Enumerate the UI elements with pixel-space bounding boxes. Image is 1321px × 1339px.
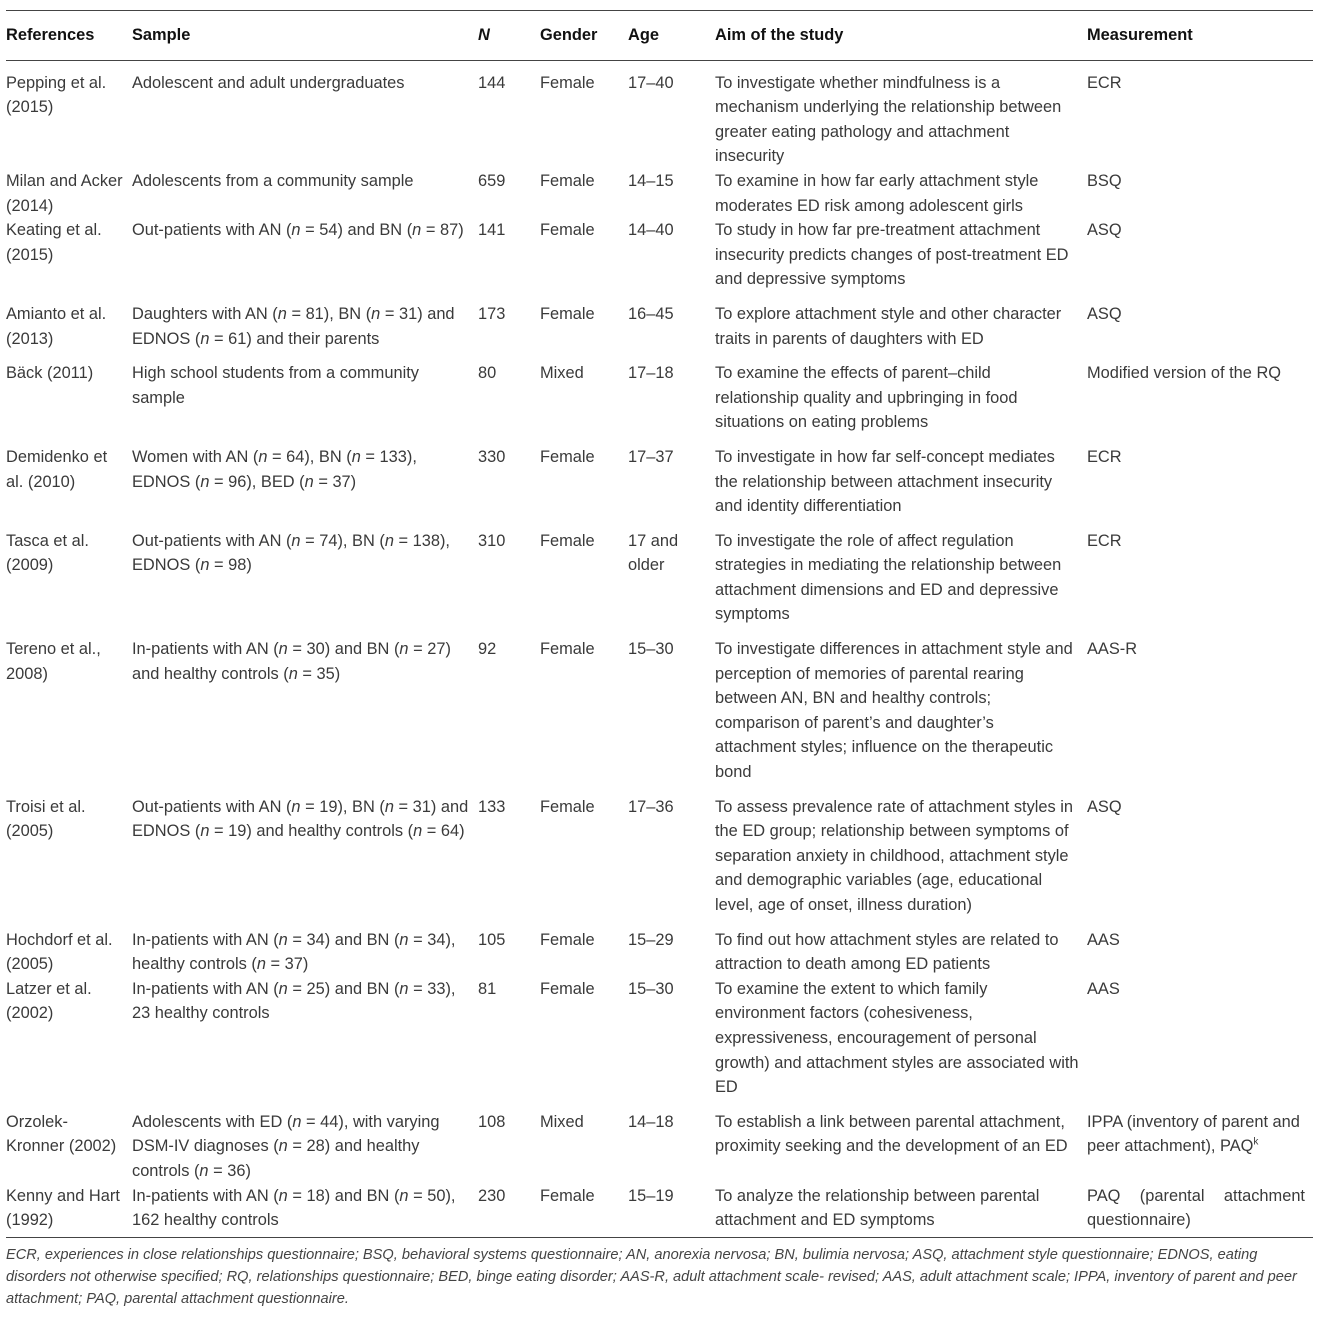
cell-n: 173 (478, 304, 506, 323)
table-row (6, 785, 1313, 918)
table-row (6, 627, 1313, 785)
header-n: N (478, 11, 540, 61)
table-footnote: ECR, experiences in close relationships questionnaire; BSQ, behavioral systems questionnaire; AN, anorexia nervosa; BN, bulimia nervosa; ASQ, attachment style questionnaire; EDNOS, eating disorders not otherwise specified; RQ, relationships questionnaire; BED, binge eating disorder; AAS-R, adult attachment scale- revised; AAS, adult attachment scale; IPPA, inventory of parent and peer attachment; PAQ, parental attachment questionnaire. (6, 1246, 1297, 1307)
cell-sample: Adolescents from a community sample (132, 171, 414, 190)
cell-sample: Adolescents with ED (n = 44), with varying DSM-IV diagnoses (n = 28) and healthy controls (n = 36) (132, 1112, 440, 1180)
cell-aim: To examine the effects of parent–child relationship quality and upbringing in food situations on eating problems (715, 364, 1018, 432)
cell-age: 17–37 (628, 447, 674, 466)
cell-sample: Out-patients with AN (n = 19), BN (n = 31) and EDNOS (n = 19) and healthy controls (n = 64) (132, 797, 469, 841)
cell-measurement: AAS-R (1087, 640, 1138, 659)
cell-aim: To establish a link between parental attachment, proximity seeking and the development of an ED (715, 1112, 1068, 1156)
cell-n: 108 (478, 1112, 506, 1131)
table-row (6, 918, 1313, 977)
cell-reference: Demidenko et al. (2010) (6, 447, 108, 491)
cell-aim: To investigate differences in attachment style and perception of memories of parental rearing between AN, BN and healthy controls; comparison of parent’s and daughter’s attachment styles; influence on the therapeutic bond (715, 640, 1073, 782)
cell-age: 14–18 (628, 1112, 674, 1131)
table-row (6, 351, 1313, 435)
cell-age: 16–45 (628, 304, 674, 323)
cell-measurement: ECR (1087, 447, 1122, 466)
cell-n: 92 (478, 640, 497, 659)
table-row (6, 977, 1313, 1100)
cell-sample: In-patients with AN (n = 30) and BN (n = 27) and healthy controls (n = 35) (132, 640, 451, 683)
cell-age: 14–15 (628, 171, 674, 190)
cell-measurement: AAS (1087, 979, 1120, 998)
cell-aim: To explore attachment style and other character traits in parents of daughters with ED (715, 304, 1062, 348)
cell-aim: To assess prevalence rate of attachment styles in the ED group; relationship between symptoms of separation anxiety in childhood, attachment style and demographic variables (age, educational level, age of onset, illness duration) (715, 797, 1074, 914)
cell-sample: Women with AN (n = 64), BN (n = 133), EDNOS (n = 96), BED (n = 37) (132, 447, 417, 491)
cell-reference: Keating et al. (2015) (6, 221, 102, 264)
cell-n: 144 (478, 73, 506, 92)
cell-n: 80 (478, 364, 497, 383)
cell-gender: Mixed (540, 364, 584, 383)
table-row (6, 169, 1313, 218)
cell-reference: Kenny and Hart (1992) (6, 1184, 132, 1238)
cell-measurement: ASQ (1087, 797, 1122, 816)
cell-measurement: ASQ (1087, 221, 1122, 240)
cell-reference: Milan and Acker (2014) (6, 171, 123, 215)
cell-n: 105 (478, 930, 506, 949)
footnote-mark: k (1253, 1136, 1259, 1148)
cell-age: 14–40 (628, 221, 674, 240)
cell-gender: Female (540, 979, 595, 998)
cell-reference: Latzer et al. (2002) (6, 979, 92, 1023)
cell-reference: Troisi et al. (2005) (6, 797, 86, 841)
cell-sample: Daughters with AN (n = 81), BN (n = 31) and EDNOS (n = 61) and their parents (132, 304, 455, 348)
table-row (6, 60, 1313, 169)
cell-measurement: PAQ (parental attachment questionnaire) (1087, 1184, 1313, 1238)
cell-age: 15–29 (628, 930, 674, 949)
cell-sample: Out-patients with AN (n = 74), BN (n = 138), EDNOS (n = 98) (132, 531, 450, 575)
cell-sample: High school students from a community sample (132, 364, 419, 407)
cell-n: 133 (478, 797, 506, 816)
cell-aim: To examine the extent to which family environment factors (cohesiveness, expressiveness, encouragement of personal growth) and attachment styles are associated with ED (715, 979, 1079, 1097)
cell-aim: To investigate whether mindfulness is a mechanism underlying the relationship between greater eating pathology and attachment insecurity (715, 73, 1062, 166)
table-body (6, 60, 1313, 1237)
cell-sample: Adolescent and adult undergraduates (132, 73, 405, 92)
header-sample: Sample (132, 11, 478, 61)
cell-age: 15–30 (628, 640, 674, 659)
table-row (6, 218, 1313, 292)
table-row (6, 519, 1313, 627)
cell-aim: To investigate in how far self-concept mediates the relationship between attachment insecurity and identity differentiation (715, 447, 1055, 516)
cell-aim: To study in how far pre-treatment attachment insecurity predicts changes of post-treatment ED and depressive symptoms (715, 221, 1069, 289)
header-measurement: Measurement (1087, 11, 1313, 61)
cell-gender: Female (540, 930, 595, 949)
study-table-container (6, 10, 1313, 1310)
cell-n: 310 (478, 531, 506, 550)
cell-reference: Tereno et al., 2008) (6, 640, 101, 683)
cell-age: 17–18 (628, 364, 674, 383)
cell-age: 15–19 (628, 1184, 715, 1238)
cell-age: 17–36 (628, 797, 674, 816)
table-row (6, 1184, 1313, 1238)
cell-measurement: IPPA (inventory of parent and peer attachment), PAQ$^k$ (1087, 1112, 1300, 1156)
cell-measurement: AAS (1087, 930, 1120, 949)
cell-reference: Bäck (2011) (6, 364, 94, 383)
study-table (6, 10, 1313, 1238)
cell-gender: Mixed (540, 1112, 584, 1131)
cell-sample: In-patients with AN (n = 18) and BN (n = 50), 162 healthy controls (132, 1184, 478, 1238)
cell-aim: To analyze the relationship between parental attachment and ED symptoms (715, 1184, 1087, 1238)
cell-n: 659 (478, 171, 506, 190)
cell-measurement: BSQ (1087, 171, 1122, 190)
cell-n: 330 (478, 447, 506, 466)
cell-age: 17–40 (628, 73, 674, 92)
table-row (6, 1100, 1313, 1184)
cell-age: 17 and older (628, 531, 679, 575)
cell-gender: Female (540, 171, 595, 190)
cell-reference: Hochdorf et al. (2005) (6, 930, 113, 974)
header-row (6, 11, 1313, 61)
cell-gender: Female (540, 640, 595, 659)
cell-gender: Female (540, 73, 595, 92)
cell-gender: Female (540, 447, 595, 466)
table-row (6, 435, 1313, 519)
cell-aim: To find out how attachment styles are related to attraction to death among ED patients (715, 930, 1059, 974)
cell-gender: Female (540, 531, 595, 550)
table-row (6, 292, 1313, 351)
cell-measurement: ECR (1087, 73, 1122, 92)
cell-reference: Amianto et al. (2013) (6, 304, 107, 348)
cell-n: 230 (478, 1184, 540, 1238)
cell-reference: Orzolek-Kronner (2002) (6, 1112, 117, 1156)
cell-sample: In-patients with AN (n = 25) and BN (n = 33), 23 healthy controls (132, 979, 456, 1023)
cell-gender: Female (540, 797, 595, 816)
cell-sample: Out-patients with AN (n = 54) and BN (n = 87) (132, 221, 464, 240)
header-aim: Aim of the study (715, 11, 1087, 61)
cell-gender: Female (540, 221, 595, 240)
header-references: References (6, 11, 132, 61)
cell-sample: In-patients with AN (n = 34) and BN (n = 34), healthy controls (n = 37) (132, 930, 456, 974)
header-gender: Gender (540, 11, 628, 61)
cell-gender: Female (540, 304, 595, 323)
header-age: Age (628, 11, 715, 61)
cell-aim: To investigate the role of affect regulation strategies in mediating the relationship between attachment dimensions and ED and depressive symptoms (715, 531, 1062, 624)
cell-n: 81 (478, 979, 497, 998)
cell-reference: Pepping et al. (2015) (6, 73, 107, 117)
cell-reference: Tasca et al. (2009) (6, 531, 89, 575)
cell-measurement: ECR (1087, 531, 1122, 550)
cell-n: 141 (478, 221, 506, 240)
cell-measurement: Modified version of the RQ (1087, 364, 1282, 383)
cell-age: 15–30 (628, 979, 674, 998)
cell-aim: To examine in how far early attachment style moderates ED risk among adolescent girls (715, 171, 1039, 215)
cell-measurement: ASQ (1087, 304, 1122, 323)
cell-gender: Female (540, 1184, 628, 1238)
